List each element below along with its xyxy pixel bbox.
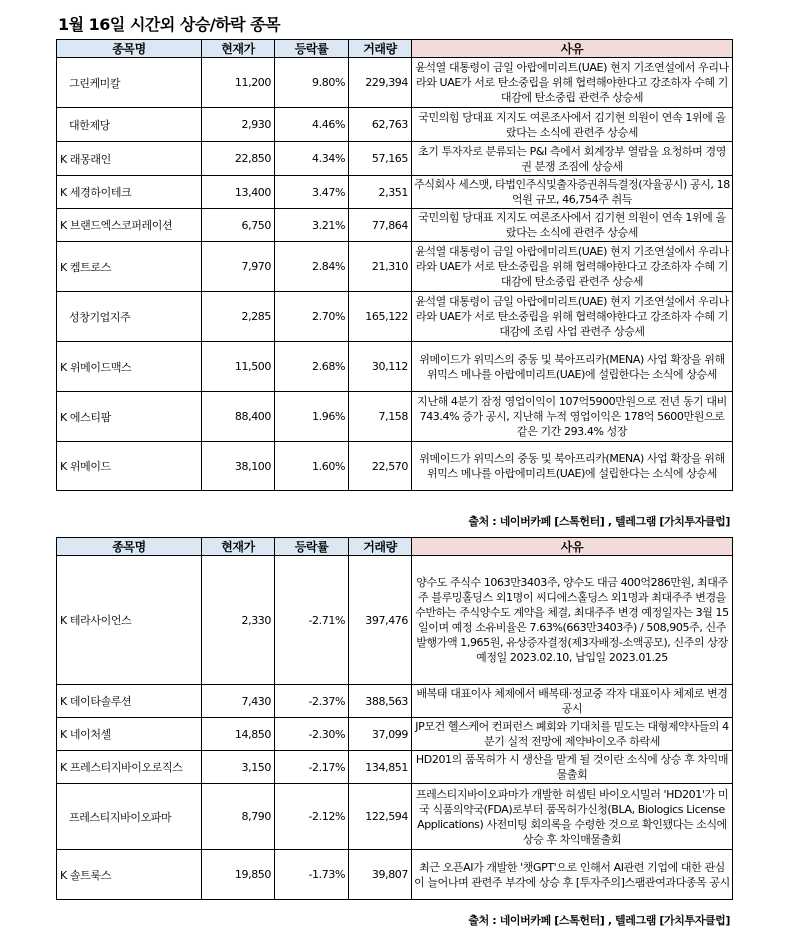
change-rate: 1.60% [275,442,349,491]
reason-text: 배복태 대표이사 체제에서 배복태·정교중 각자 대표이사 체제로 변경 공시 [412,685,733,718]
current-price: 11,200 [202,58,275,108]
stock-name: K 솔트룩스 [57,850,202,900]
stock-name: 그린케미칼 [57,58,202,108]
table-row [57,556,733,685]
rising-stocks-table [56,39,733,491]
change-rate: -2.71% [275,556,349,685]
source-note: 출처 : 네이버카페 [스톡헌터] , 텔레그램 [가치투자클럽] [468,515,730,528]
table-header-row [57,538,733,556]
change-rate: 3.47% [275,176,349,209]
header-price: 현재가 [202,538,275,556]
table-row [57,784,733,850]
stock-name: K 래몽래인 [57,142,202,176]
table-row [57,442,733,491]
current-price: 13,400 [202,176,275,209]
header-name: 종목명 [57,40,202,58]
current-price: 2,330 [202,556,275,685]
trade-volume: 62,763 [349,108,412,142]
stock-name: K 네이처셀 [57,718,202,751]
reason-text: 초기 투자자로 분류되는 P&I 측에서 회계장부 열람을 요청하며 경영권 분쟁 조짐에 상승세 [412,142,733,176]
trade-volume: 2,351 [349,176,412,209]
table-row [57,142,733,176]
trade-volume: 397,476 [349,556,412,685]
table-row [57,718,733,751]
stock-name: K 위메이드맥스 [57,342,202,392]
trade-volume: 134,851 [349,751,412,784]
table-row [57,342,733,392]
current-price: 2,285 [202,292,275,342]
change-rate: -2.37% [275,685,349,718]
table-row [57,58,733,108]
stock-name: K 브랜드엑스코퍼레이션 [57,209,202,242]
trade-volume: 7,158 [349,392,412,442]
reason-text: 위메이드가 위믹스의 중동 및 북아프리카(MENA) 사업 확장을 위해 위믹스 메나를 아랍에미리트(UAE)에 설립한다는 소식에 상승세 [412,342,733,392]
header-price: 현재가 [202,40,275,58]
trade-volume: 77,864 [349,209,412,242]
reason-text: 국민의힘 당대표 지지도 여론조사에서 김기현 의원이 연속 1위에 올랐다는 소식에 관련주 상승세 [412,209,733,242]
stock-name: 프레스티지바이오파마 [57,784,202,850]
reason-text: 최근 오픈AI가 개발한 '챗GPT'으로 인해서 AI관련 기업에 대한 관심이 늘어나며 관련주 부각에 상승 후 [투자주의]스팸관여과다종목 공시 [412,850,733,900]
table-row [57,242,733,292]
reason-text: 윤석열 대통령이 금일 아랍에미리트(UAE) 현지 기조연설에서 우리나라와 UAE가 서로 탄소중립을 위해 협력해야한다고 강조하자 수혜 기대감에 탄소중립 관련주 상승세 [412,58,733,108]
stock-name: 대한제당 [57,108,202,142]
current-price: 38,100 [202,442,275,491]
current-price: 88,400 [202,392,275,442]
stock-name: K 테라사이언스 [57,556,202,685]
rising-stocks-body [57,58,733,491]
stock-name: 성창기업지주 [57,292,202,342]
header-change: 등락률 [275,40,349,58]
table-row [57,751,733,784]
trade-volume: 37,099 [349,718,412,751]
trade-volume: 21,310 [349,242,412,292]
current-price: 8,790 [202,784,275,850]
stock-name: K 프레스티지바이오로직스 [57,751,202,784]
stock-name: K 에스티팜 [57,392,202,442]
change-rate: 2.84% [275,242,349,292]
header-volume: 거래량 [349,40,412,58]
change-rate: 3.21% [275,209,349,242]
change-rate: -1.73% [275,850,349,900]
current-price: 14,850 [202,718,275,751]
header-name: 종목명 [57,538,202,556]
trade-volume: 165,122 [349,292,412,342]
reason-text: 국민의힘 당대표 지지도 여론조사에서 김기현 의원이 연속 1위에 올랐다는 소식에 관련주 상승세 [412,108,733,142]
source-note: 출처 : 네이버카페 [스톡헌터] , 텔레그램 [가치투자클럽] [468,914,730,927]
reason-text: 윤석열 대통령이 금일 아랍에미리트(UAE) 현지 기조연설에서 우리나라와 UAE가 서로 탄소중립을 위해 협력해야한다고 강조하자 수혜 기대감에 탄소중립 관련주 상승세 [412,242,733,292]
table-row [57,850,733,900]
current-price: 22,850 [202,142,275,176]
falling-stocks-table [56,537,733,900]
current-price: 6,750 [202,209,275,242]
current-price: 3,150 [202,751,275,784]
stock-name: K 데이타솔루션 [57,685,202,718]
change-rate: 1.96% [275,392,349,442]
change-rate: -2.12% [275,784,349,850]
change-rate: 2.70% [275,292,349,342]
trade-volume: 388,563 [349,685,412,718]
trade-volume: 229,394 [349,58,412,108]
table-row [57,209,733,242]
reason-text: 위메이드가 위믹스의 중동 및 북아프리카(MENA) 사업 확장을 위해 위믹스 메나를 아랍에미리트(UAE)에 설립한다는 소식에 상승세 [412,442,733,491]
table-row [57,176,733,209]
trade-volume: 39,807 [349,850,412,900]
change-rate: 4.46% [275,108,349,142]
header-reason: 사유 [412,40,733,58]
stock-name: K 켐트로스 [57,242,202,292]
page-title: 1월 16일 시간외 상승/하락 종목 [58,15,281,34]
falling-stocks-body [57,556,733,900]
reason-text: HD201의 품목허가 시 생산을 맡게 될 것이란 소식에 상승 후 차익매물출회 [412,751,733,784]
reason-text: 프레스티지바이오파마가 개발한 허셉틴 바이오시밀러 'HD201'가 미국 식품의약국(FDA)로부터 품목허가신청(BLA, Biologics License Applications) 사전미팅 회의록을 수령한 것으로 확인됐다는 소식에 상승 후 차익매물출회 [412,784,733,850]
change-rate: 9.80% [275,58,349,108]
change-rate: -2.30% [275,718,349,751]
change-rate: -2.17% [275,751,349,784]
current-price: 19,850 [202,850,275,900]
reason-text: 지난해 4분기 잠정 영업이익이 107억5900만원으로 전년 동기 대비 743.4% 증가 공시, 지난해 누적 영업이익은 178억 5600만원으로 같은 기간 293.4% 성장 [412,392,733,442]
trade-volume: 122,594 [349,784,412,850]
stock-name: K 세경하이테크 [57,176,202,209]
reason-text: 윤석열 대통령이 금일 아랍에미리트(UAE) 현지 기조연설에서 우리나라와 UAE가 서로 탄소중립을 위해 협력해야한다고 강조하자 수혜 기대감에 조림 사업 관련주 상승세 [412,292,733,342]
table-row [57,292,733,342]
trade-volume: 57,165 [349,142,412,176]
reason-text: 주식회사 세스맷, 타법인주식및출자증권취득결정(자율공시) 공시, 18억원 규모, 46,754주 취득 [412,176,733,209]
current-price: 7,430 [202,685,275,718]
reason-text: JP모건 헬스케어 컨퍼런스 폐회와 기대치를 밑도는 대형제약사들의 4분기 실적 전망에 제약바이오주 하락세 [412,718,733,751]
trade-volume: 30,112 [349,342,412,392]
current-price: 11,500 [202,342,275,392]
table-row [57,392,733,442]
header-reason: 사유 [412,538,733,556]
current-price: 2,930 [202,108,275,142]
table-header-row [57,40,733,58]
change-rate: 4.34% [275,142,349,176]
table-row [57,685,733,718]
header-volume: 거래량 [349,538,412,556]
table-row [57,108,733,142]
header-change: 등락률 [275,538,349,556]
trade-volume: 22,570 [349,442,412,491]
stock-name: K 위메이드 [57,442,202,491]
reason-text: 양수도 주식수 1063만3403주, 양수도 대금 400억286만원, 최대주주 블루밍홀딩스 외1명이 씨디에스홀딩스 외1명과 최대주주 변경을 수반하는 주식양수도 계약을 체결, 최대주주 변경 예정일자는 3월 15일이며 예정 소유비율은 7.63%(663만3403주) / 508,905주, 신주 발행가액 1,965원, 유상증자결정(제3자배정-소액공모), 신주의 상장 예정일 2023.02.10, 납입일 2023.01.25 [412,556,733,685]
change-rate: 2.68% [275,342,349,392]
current-price: 7,970 [202,242,275,292]
